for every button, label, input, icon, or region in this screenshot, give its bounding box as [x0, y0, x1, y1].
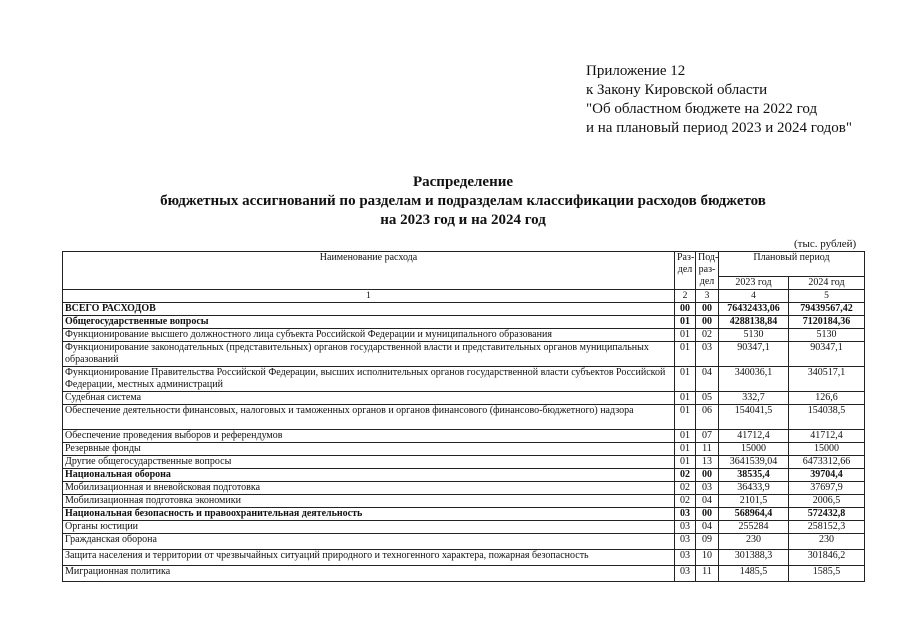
row-name: Защита населения и территории от чрезвычайных ситуаций природного и техногенного характера, пожарная безопасность: [63, 550, 675, 566]
row-section: 01: [675, 392, 696, 405]
table-row: [63, 367, 865, 392]
row-section: 03: [675, 508, 696, 521]
row-subsection: 04: [696, 521, 719, 534]
row-value-2024: 39704,4: [789, 469, 865, 482]
row-section: 03: [675, 566, 696, 582]
row-value-2024: 340517,1: [789, 367, 865, 392]
row-subsection: 10: [696, 550, 719, 566]
row-section: 01: [675, 329, 696, 342]
table-row: [63, 521, 865, 534]
table-row: [63, 342, 865, 367]
row-value-2024: 6473312,66: [789, 456, 865, 469]
row-name: Миграционная политика: [63, 566, 675, 582]
column-number: 5: [789, 290, 865, 303]
row-value-2023: 2101,5: [719, 495, 789, 508]
row-value-2023: 3641539,04: [719, 456, 789, 469]
row-subsection: 02: [696, 329, 719, 342]
title-line-1: Распределение: [412, 174, 514, 190]
row-subsection: 11: [696, 566, 719, 582]
row-value-2023: 41712,4: [719, 430, 789, 443]
row-name: Мобилизационная подготовка экономики: [63, 495, 675, 508]
row-value-2023: 90347,1: [719, 342, 789, 367]
row-value-2024: 5130: [789, 329, 865, 342]
table-row: [63, 392, 865, 405]
row-value-2023: 5130: [719, 329, 789, 342]
column-number-row: [63, 290, 865, 303]
row-value-2023: 255284: [719, 521, 789, 534]
table-row: [63, 550, 865, 566]
row-value-2024: 2006,5: [789, 495, 865, 508]
appendix-line-4: и на плановый период 2023 и 2024 годов": [586, 120, 852, 136]
row-section: 01: [675, 367, 696, 392]
row-value-2023: 1485,5: [719, 566, 789, 582]
header-name: Наименование расхода: [63, 252, 675, 290]
row-name: Национальная безопасность и правоохранительная деятельность: [63, 508, 675, 521]
row-value-2024: 301846,2: [789, 550, 865, 566]
row-value-2024: 258152,3: [789, 521, 865, 534]
column-number: 4: [719, 290, 789, 303]
row-subsection: 04: [696, 495, 719, 508]
row-section: 03: [675, 550, 696, 566]
header-subsection-line-1: Под-: [698, 252, 719, 263]
row-section: 00: [675, 303, 696, 316]
row-name: Судебная система: [63, 392, 675, 405]
row-subsection: 00: [696, 303, 719, 316]
column-number: 1: [63, 290, 675, 303]
row-section: 01: [675, 342, 696, 367]
row-subsection: 03: [696, 342, 719, 367]
row-value-2023: 340036,1: [719, 367, 789, 392]
row-subsection: 04: [696, 367, 719, 392]
row-subsection: 00: [696, 508, 719, 521]
row-subsection: 03: [696, 482, 719, 495]
row-section: 02: [675, 495, 696, 508]
header-section-line-1: Раз-: [677, 252, 695, 263]
table-row: [63, 303, 865, 316]
header-subsection-line-2: раз-: [698, 264, 716, 275]
table-row: [63, 566, 865, 582]
row-section: 01: [675, 316, 696, 329]
row-name: Функционирование законодательных (представительных) органов государственной власти и представительных органов муниципальных образований: [63, 342, 675, 367]
column-number: 3: [696, 290, 719, 303]
budget-table: [62, 251, 865, 582]
row-value-2023: 76432433,06: [719, 303, 789, 316]
row-section: 01: [675, 430, 696, 443]
row-value-2023: 230: [719, 534, 789, 550]
row-value-2024: 7120184,36: [789, 316, 865, 329]
column-number: 2: [675, 290, 696, 303]
row-section: 01: [675, 456, 696, 469]
row-value-2023: 15000: [719, 443, 789, 456]
row-value-2024: 37697,9: [789, 482, 865, 495]
row-subsection: 00: [696, 316, 719, 329]
header-subsection-line-3: дел: [699, 276, 715, 287]
row-name: Резервные фонды: [63, 443, 675, 456]
header-subsection: [696, 252, 719, 290]
appendix-line-1: Приложение 12: [586, 63, 686, 79]
row-subsection: 00: [696, 469, 719, 482]
table-row: [63, 316, 865, 329]
row-name: ВСЕГО РАСХОДОВ: [63, 303, 675, 316]
row-section: 03: [675, 534, 696, 550]
row-section: 01: [675, 443, 696, 456]
document-title: [62, 173, 864, 230]
row-name: Обеспечение проведения выборов и референдумов: [63, 430, 675, 443]
row-name: Обеспечение деятельности финансовых, налоговых и таможенных органов и органов финансового (финансово-бюджетного) надзора: [63, 405, 675, 430]
row-value-2023: 332,7: [719, 392, 789, 405]
row-name: Функционирование высшего должностного лица субъекта Российской Федерации и муниципального образования: [63, 329, 675, 342]
row-section: 01: [675, 405, 696, 430]
appendix-line-3: "Об областном бюджете на 2022 год: [586, 101, 818, 117]
row-value-2024: 90347,1: [789, 342, 865, 367]
row-subsection: 05: [696, 392, 719, 405]
header-section-line-2: дел: [677, 264, 693, 275]
row-name: Гражданская оборона: [63, 534, 675, 550]
row-subsection: 07: [696, 430, 719, 443]
row-value-2023: 301388,3: [719, 550, 789, 566]
row-value-2023: 4288138,84: [719, 316, 789, 329]
row-subsection: 11: [696, 443, 719, 456]
table-row: [63, 329, 865, 342]
row-section: 02: [675, 482, 696, 495]
row-name: Национальная оборона: [63, 469, 675, 482]
row-subsection: 09: [696, 534, 719, 550]
units-label: (тыс. рублей): [794, 238, 857, 250]
row-value-2024: 1585,5: [789, 566, 865, 582]
row-value-2023: 154041,5: [719, 405, 789, 430]
row-name: Другие общегосударственные вопросы: [63, 456, 675, 469]
row-name: Функционирование Правительства Российской Федерации, высших исполнительных органов государственной власти субъектов Российской Федерации, местных администраций: [63, 367, 675, 392]
row-value-2024: 15000: [789, 443, 865, 456]
row-value-2024: 572432,8: [789, 508, 865, 521]
header-section: [675, 252, 696, 290]
header-planned-period: Плановый период: [719, 252, 865, 277]
appendix-note: [586, 62, 852, 138]
title-line-3: на 2023 год и на 2024 год: [380, 212, 546, 228]
row-value-2024: 230: [789, 534, 865, 550]
row-value-2023: 36433,9: [719, 482, 789, 495]
row-subsection: 13: [696, 456, 719, 469]
row-name: Мобилизационная и вневойсковая подготовка: [63, 482, 675, 495]
header-year-2024: 2024 год: [789, 277, 865, 290]
row-value-2024: 41712,4: [789, 430, 865, 443]
table-row: [63, 534, 865, 550]
table-row: [63, 508, 865, 521]
table-row: [63, 482, 865, 495]
row-section: 03: [675, 521, 696, 534]
row-value-2024: 126,6: [789, 392, 865, 405]
table-row: [63, 430, 865, 443]
row-subsection: 06: [696, 405, 719, 430]
row-value-2023: 568964,4: [719, 508, 789, 521]
table-row: [63, 469, 865, 482]
appendix-line-2: к Закону Кировской области: [586, 82, 768, 98]
title-line-2: бюджетных ассигнований по разделам и подразделам классификации расходов бюджетов: [160, 193, 766, 209]
row-value-2023: 38535,4: [719, 469, 789, 482]
table-row: [63, 495, 865, 508]
row-section: 02: [675, 469, 696, 482]
header-row-1: [63, 252, 865, 277]
table-row: [63, 443, 865, 456]
row-value-2024: 154038,5: [789, 405, 865, 430]
row-value-2024: 79439567,42: [789, 303, 865, 316]
table-row: [63, 405, 865, 430]
table-row: [63, 456, 865, 469]
row-name: Общегосударственные вопросы: [63, 316, 675, 329]
header-year-2023: 2023 год: [719, 277, 789, 290]
row-name: Органы юстиции: [63, 521, 675, 534]
